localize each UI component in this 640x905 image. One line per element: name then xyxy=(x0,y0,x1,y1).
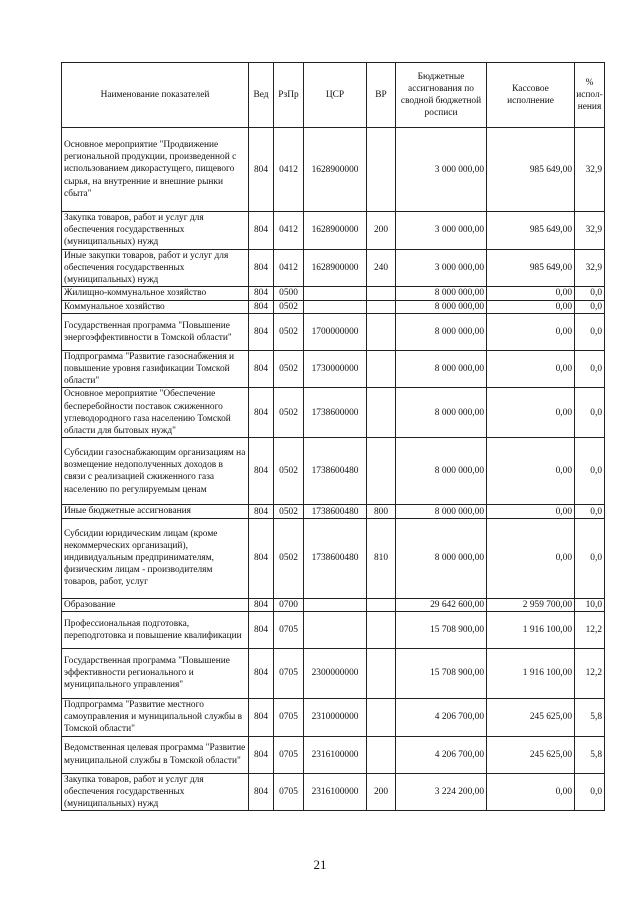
header-row xyxy=(62,63,605,128)
cell-ved: 804 xyxy=(249,736,274,773)
header-csr: ЦСР xyxy=(304,63,367,128)
cell-vr xyxy=(367,698,396,736)
cell-rzpr: 0502 xyxy=(274,505,304,518)
cell-percent: 5,8 xyxy=(575,698,605,736)
cell-budget: 15 708 900,00 xyxy=(396,648,487,698)
cell-csr: 1628900000 xyxy=(304,128,367,212)
cell-ved: 804 xyxy=(249,128,274,212)
table-row xyxy=(62,736,605,773)
cell-cash: 0,00 xyxy=(487,773,575,811)
cell-vr xyxy=(367,128,396,212)
cell-vr xyxy=(367,388,396,438)
cell-vr xyxy=(367,438,396,505)
table-row xyxy=(62,287,605,300)
cell-vr xyxy=(367,648,396,698)
cell-vr xyxy=(367,611,396,648)
cell-rzpr: 0412 xyxy=(274,212,304,250)
cell-rzpr: 0502 xyxy=(274,350,304,388)
cell-rzpr: 0502 xyxy=(274,518,304,598)
table-row xyxy=(62,611,605,648)
cell-csr xyxy=(304,598,367,611)
table-row xyxy=(62,128,605,212)
cell-cash: 0,00 xyxy=(487,313,575,350)
cell-ved: 804 xyxy=(249,773,274,811)
header-name: Наименование показателей xyxy=(62,63,249,128)
cell-rzpr: 0700 xyxy=(274,598,304,611)
cell-budget: 3 000 000,00 xyxy=(396,128,487,212)
cell-rzpr: 0705 xyxy=(274,773,304,811)
cell-vr: 240 xyxy=(367,249,396,287)
table-row xyxy=(62,212,605,250)
cell-csr: 2310000000 xyxy=(304,698,367,736)
cell-name: Закупка товаров, работ и услуг для обеспечения государственных (муниципальных) нужд xyxy=(62,212,249,250)
cell-csr xyxy=(304,287,367,300)
cell-ved: 804 xyxy=(249,505,274,518)
cell-name: Субсидии юридическим лицам (кроме некоммерческих организаций), индивидуальным предпринимателям, физическим лицам - производителям товаров, работ, услуг xyxy=(62,518,249,598)
cell-vr xyxy=(367,736,396,773)
table-body xyxy=(62,128,605,811)
cell-csr: 2300000000 xyxy=(304,648,367,698)
cell-ved: 804 xyxy=(249,300,274,313)
cell-name: Субсидии газоснабжающим организациям на возмещение недополученных доходов в связи с реализацией сжиженного газа населению по регулируемым ценам xyxy=(62,438,249,505)
cell-name: Профессиональная подготовка, переподготовка и повышение квалификации xyxy=(62,611,249,648)
cell-csr xyxy=(304,300,367,313)
cell-budget: 8 000 000,00 xyxy=(396,388,487,438)
cell-rzpr: 0502 xyxy=(274,313,304,350)
cell-ved: 804 xyxy=(249,287,274,300)
cell-percent: 0,0 xyxy=(575,518,605,598)
cell-vr xyxy=(367,598,396,611)
cell-budget: 8 000 000,00 xyxy=(396,300,487,313)
cell-budget: 8 000 000,00 xyxy=(396,287,487,300)
cell-cash: 245 625,00 xyxy=(487,698,575,736)
cell-percent: 32,9 xyxy=(575,249,605,287)
cell-ved: 804 xyxy=(249,598,274,611)
cell-rzpr: 0705 xyxy=(274,736,304,773)
page-number: 21 xyxy=(313,857,327,872)
cell-percent: 0,0 xyxy=(575,505,605,518)
cell-name: Иные закупки товаров, работ и услуг для обеспечения государственных (муниципальных) нужд xyxy=(62,249,249,287)
cell-ved: 804 xyxy=(249,388,274,438)
cell-cash: 0,00 xyxy=(487,287,575,300)
cell-percent: 10,0 xyxy=(575,598,605,611)
cell-rzpr: 0412 xyxy=(274,249,304,287)
cell-budget: 8 000 000,00 xyxy=(396,518,487,598)
cell-cash: 2 959 700,00 xyxy=(487,598,575,611)
budget-execution-table xyxy=(61,62,605,811)
cell-cash: 245 625,00 xyxy=(487,736,575,773)
cell-cash: 0,00 xyxy=(487,505,575,518)
cell-rzpr: 0500 xyxy=(274,287,304,300)
cell-budget: 4 206 700,00 xyxy=(396,736,487,773)
table-row xyxy=(62,350,605,388)
cell-name: Основное мероприятие "Обеспечение бесперебойности поставок сжиженного углеводородного газа населению Томской области для бытовых нужд" xyxy=(62,388,249,438)
table-row xyxy=(62,438,605,505)
cell-percent: 0,0 xyxy=(575,350,605,388)
cell-vr: 800 xyxy=(367,505,396,518)
cell-percent: 12,2 xyxy=(575,648,605,698)
cell-name: Иные бюджетные ассигнования xyxy=(62,505,249,518)
cell-csr: 1628900000 xyxy=(304,212,367,250)
cell-rzpr: 0705 xyxy=(274,611,304,648)
table-row xyxy=(62,300,605,313)
cell-ved: 804 xyxy=(249,698,274,736)
cell-percent: 0,0 xyxy=(575,773,605,811)
cell-ved: 804 xyxy=(249,438,274,505)
cell-rzpr: 0502 xyxy=(274,300,304,313)
cell-percent: 0,0 xyxy=(575,388,605,438)
cell-vr xyxy=(367,287,396,300)
cell-budget: 3 000 000,00 xyxy=(396,212,487,250)
cell-csr: 1738600480 xyxy=(304,505,367,518)
cell-rzpr: 0502 xyxy=(274,438,304,505)
cell-name: Основное мероприятие "Продвижение региональной продукции, произведенной с использованием дикорастущего, пищевого сырья, на внутренние и внешние рынки сбыта" xyxy=(62,128,249,212)
cell-ved: 804 xyxy=(249,518,274,598)
cell-csr xyxy=(304,611,367,648)
cell-ved: 804 xyxy=(249,648,274,698)
cell-csr: 1730000000 xyxy=(304,350,367,388)
table-row xyxy=(62,313,605,350)
cell-vr: 200 xyxy=(367,773,396,811)
cell-vr xyxy=(367,350,396,388)
table-row xyxy=(62,518,605,598)
cell-rzpr: 0502 xyxy=(274,388,304,438)
header-vr: ВР xyxy=(367,63,396,128)
cell-cash: 0,00 xyxy=(487,438,575,505)
cell-name: Государственная программа "Повышение энергоэффективности в Томской области" xyxy=(62,313,249,350)
cell-name: Ведомственная целевая программа "Развитие муниципальной службы в Томской области" xyxy=(62,736,249,773)
cell-cash: 0,00 xyxy=(487,350,575,388)
cell-name: Государственная программа "Повышение эффективности регионального и муниципального управления" xyxy=(62,648,249,698)
cell-vr xyxy=(367,300,396,313)
cell-percent: 0,0 xyxy=(575,287,605,300)
cell-csr: 1700000000 xyxy=(304,313,367,350)
cell-rzpr: 0705 xyxy=(274,648,304,698)
cell-percent: 0,0 xyxy=(575,300,605,313)
cell-csr: 2316100000 xyxy=(304,736,367,773)
table-row xyxy=(62,388,605,438)
cell-percent: 0,0 xyxy=(575,438,605,505)
header-percent: % испол-нения xyxy=(575,63,605,128)
header-ved: Вед xyxy=(249,63,274,128)
cell-vr: 810 xyxy=(367,518,396,598)
table-row xyxy=(62,648,605,698)
header-rzpr: РзПр xyxy=(274,63,304,128)
cell-ved: 804 xyxy=(249,249,274,287)
cell-budget: 8 000 000,00 xyxy=(396,438,487,505)
cell-ved: 804 xyxy=(249,212,274,250)
cell-name: Жилищно-коммунальное хозяйство xyxy=(62,287,249,300)
table-row xyxy=(62,505,605,518)
cell-cash: 0,00 xyxy=(487,300,575,313)
cell-name: Закупка товаров, работ и услуг для обеспечения государственных (муниципальных) нужд xyxy=(62,773,249,811)
cell-budget: 29 642 600,00 xyxy=(396,598,487,611)
cell-csr: 1738600000 xyxy=(304,388,367,438)
cell-budget: 8 000 000,00 xyxy=(396,505,487,518)
cell-cash: 985 649,00 xyxy=(487,212,575,250)
cell-budget: 15 708 900,00 xyxy=(396,611,487,648)
cell-percent: 5,8 xyxy=(575,736,605,773)
cell-budget: 8 000 000,00 xyxy=(396,350,487,388)
cell-rzpr: 0412 xyxy=(274,128,304,212)
table-row xyxy=(62,698,605,736)
cell-cash: 985 649,00 xyxy=(487,249,575,287)
cell-rzpr: 0705 xyxy=(274,698,304,736)
header-budget: Бюджетные ассигнования по сводной бюджетной росписи xyxy=(396,63,487,128)
cell-percent: 12,2 xyxy=(575,611,605,648)
cell-csr: 2316100000 xyxy=(304,773,367,811)
table-row xyxy=(62,598,605,611)
cell-name: Подпрограмма "Развитие газоснабжения и повышение уровня газификации Томской области" xyxy=(62,350,249,388)
cell-csr: 1738600480 xyxy=(304,438,367,505)
cell-budget: 3 000 000,00 xyxy=(396,249,487,287)
cell-percent: 32,9 xyxy=(575,128,605,212)
header-cash: Кассовое исполнение xyxy=(487,63,575,128)
cell-ved: 804 xyxy=(249,313,274,350)
cell-csr: 1628900000 xyxy=(304,249,367,287)
cell-budget: 3 224 200,00 xyxy=(396,773,487,811)
cell-budget: 8 000 000,00 xyxy=(396,313,487,350)
cell-vr xyxy=(367,313,396,350)
cell-ved: 804 xyxy=(249,350,274,388)
cell-cash: 985 649,00 xyxy=(487,128,575,212)
cell-name: Образование xyxy=(62,598,249,611)
cell-name: Подпрограмма "Развитие местного самоуправления и муниципальной службы в Томской области" xyxy=(62,698,249,736)
cell-percent: 32,9 xyxy=(575,212,605,250)
cell-cash: 0,00 xyxy=(487,388,575,438)
cell-vr: 200 xyxy=(367,212,396,250)
cell-cash: 0,00 xyxy=(487,518,575,598)
cell-cash: 1 916 100,00 xyxy=(487,611,575,648)
cell-budget: 4 206 700,00 xyxy=(396,698,487,736)
table-row xyxy=(62,773,605,811)
cell-name: Коммунальное хозяйство xyxy=(62,300,249,313)
table-row xyxy=(62,249,605,287)
cell-cash: 1 916 100,00 xyxy=(487,648,575,698)
cell-ved: 804 xyxy=(249,611,274,648)
cell-percent: 0,0 xyxy=(575,313,605,350)
cell-csr: 1738600480 xyxy=(304,518,367,598)
